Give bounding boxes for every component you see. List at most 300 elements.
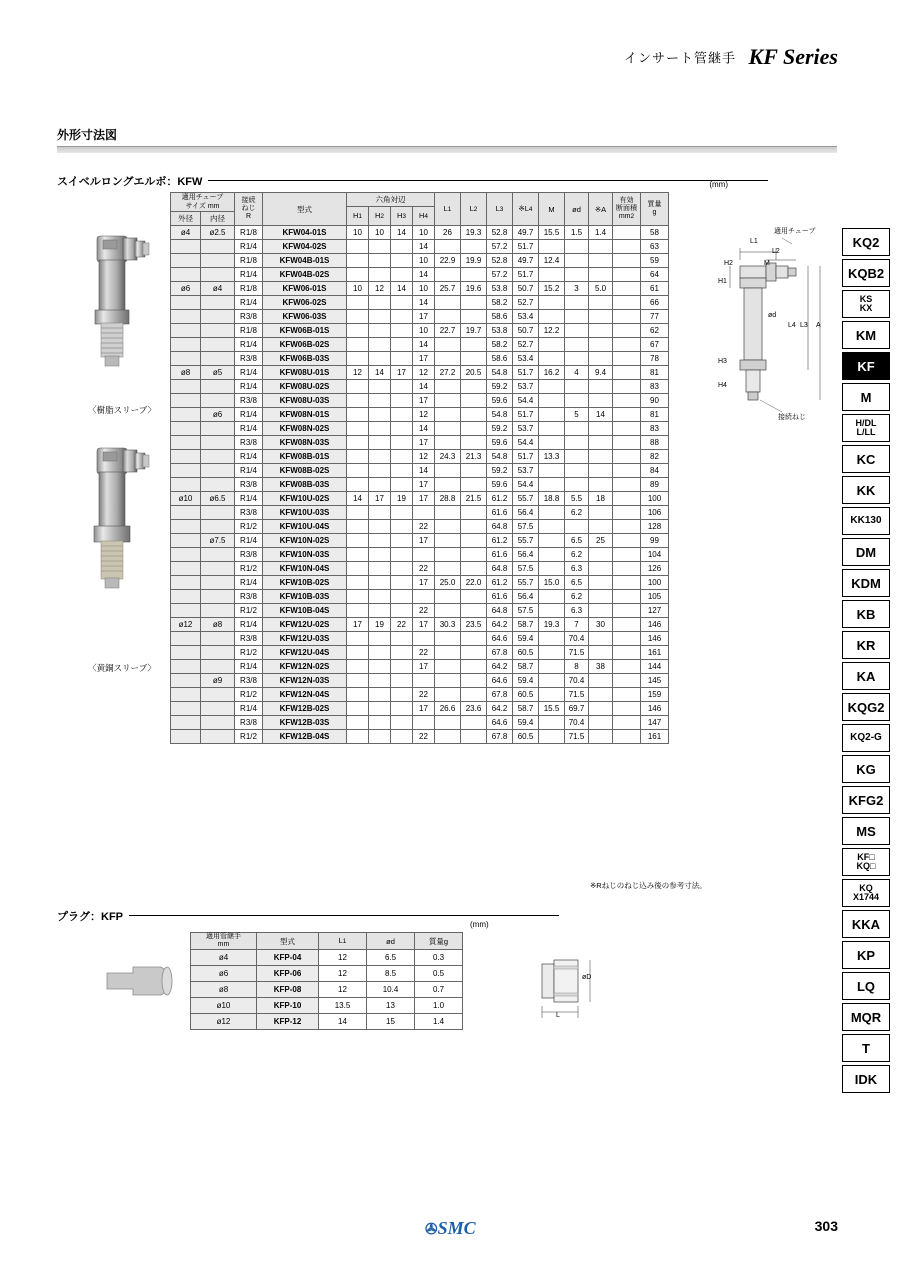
cell-h4: 10 xyxy=(413,282,435,296)
cell-h4: 22 xyxy=(413,562,435,576)
cell-l2 xyxy=(461,464,487,478)
th-h1: H1 xyxy=(347,207,369,226)
cell-a xyxy=(589,240,613,254)
cell-h2 xyxy=(369,464,391,478)
cell-model: KFW12N-03S xyxy=(263,674,347,688)
smc-logo-text: SMC xyxy=(437,1218,476,1238)
cell-model: KFW12U-04S xyxy=(263,646,347,660)
cell-h3: 14 xyxy=(391,226,413,240)
cell-h2 xyxy=(369,296,391,310)
series-index-label: T xyxy=(862,1040,870,1056)
cell-d: 8 xyxy=(565,660,589,674)
table-row xyxy=(171,716,669,730)
cell-h4: 14 xyxy=(413,380,435,394)
cell-h4: 22 xyxy=(413,520,435,534)
cell-h4 xyxy=(413,716,435,730)
table-row xyxy=(171,632,669,646)
cell-l2 xyxy=(461,534,487,548)
cell-h1 xyxy=(347,604,369,618)
cell-mass: 127 xyxy=(641,604,669,618)
cell-l4: 53.4 xyxy=(513,310,539,324)
cell-model: KFW08B-03S xyxy=(263,478,347,492)
cell-l1 xyxy=(435,394,461,408)
cell-model: KFW08N-03S xyxy=(263,436,347,450)
series-index-item-kfg2[interactable] xyxy=(842,786,890,814)
cell-a xyxy=(589,464,613,478)
cell-od: ø8 xyxy=(171,366,201,380)
photo-caption-brass: 〈黄銅スリーブ〉 xyxy=(88,663,156,673)
cell-area xyxy=(613,450,641,464)
cell-h1 xyxy=(347,240,369,254)
series-index-item-km[interactable] xyxy=(842,321,890,349)
cell-a xyxy=(589,310,613,324)
cell-model: KFW10B-02S xyxy=(263,576,347,590)
plug-drawing-label-l: L xyxy=(556,1012,560,1019)
cell-id xyxy=(201,478,235,492)
cell-m xyxy=(539,674,565,688)
cell-od xyxy=(171,604,201,618)
cell-l2: 21.3 xyxy=(461,450,487,464)
cell-thread: R1/4 xyxy=(235,296,263,310)
section-title-block xyxy=(57,126,837,153)
cell-area xyxy=(613,646,641,660)
cell-h1 xyxy=(347,338,369,352)
cell-mass: 58 xyxy=(641,226,669,240)
series-index-item-kc[interactable] xyxy=(842,445,890,473)
cell-h2: 14 xyxy=(369,366,391,380)
cell-l1 xyxy=(435,310,461,324)
cell-a xyxy=(589,394,613,408)
cell-a: 38 xyxy=(589,660,613,674)
cell-mass: 161 xyxy=(641,730,669,744)
cell-thread: R3/8 xyxy=(235,548,263,562)
series-index-item-lq[interactable] xyxy=(842,972,890,1000)
series-index-item-kka[interactable] xyxy=(842,910,890,938)
cell-mass: 66 xyxy=(641,296,669,310)
series-index-item-ms[interactable] xyxy=(842,817,890,845)
cell-h3 xyxy=(391,730,413,744)
cell-l1: 27.2 xyxy=(435,366,461,380)
cell-h3 xyxy=(391,380,413,394)
cell-mass: 161 xyxy=(641,646,669,660)
series-index-item-mqr[interactable] xyxy=(842,1003,890,1031)
table-row xyxy=(171,254,669,268)
cell-model: KFW06-01S xyxy=(263,282,347,296)
cell-a xyxy=(589,436,613,450)
cell-area xyxy=(613,254,641,268)
cell-model: KFW06B-02S xyxy=(263,338,347,352)
cell-l1 xyxy=(435,716,461,730)
cell-area xyxy=(613,660,641,674)
series-index-label: KG xyxy=(856,761,876,777)
cell-od xyxy=(171,450,201,464)
cell-id xyxy=(201,576,235,590)
cell-l2 xyxy=(461,730,487,744)
cell-h1: 10 xyxy=(347,282,369,296)
cell-od xyxy=(171,296,201,310)
series-index-item-kfkq[interactable] xyxy=(842,848,890,876)
cell-m: 15.5 xyxy=(539,702,565,716)
cell-h4: 12 xyxy=(413,450,435,464)
cell-h2 xyxy=(369,352,391,366)
cell-id: ø8 xyxy=(201,618,235,632)
cell-h2 xyxy=(369,506,391,520)
cell-thread: R3/8 xyxy=(235,632,263,646)
cell-area xyxy=(613,534,641,548)
cell-d xyxy=(565,268,589,282)
cell-l4: 54.4 xyxy=(513,436,539,450)
cell-l2 xyxy=(461,352,487,366)
series-index-sidebar[interactable] xyxy=(842,228,890,1096)
table-row xyxy=(171,702,669,716)
cell-d xyxy=(565,310,589,324)
cell-l4: 51.7 xyxy=(513,240,539,254)
cell-h3 xyxy=(391,310,413,324)
series-index-item-kk[interactable] xyxy=(842,476,890,504)
cell-h1 xyxy=(347,436,369,450)
series-index-item-m[interactable] xyxy=(842,383,890,411)
cell-d xyxy=(565,240,589,254)
cell-id xyxy=(201,464,235,478)
cell-l4: 50.7 xyxy=(513,324,539,338)
page-header xyxy=(624,44,838,70)
cell-area xyxy=(613,408,641,422)
plug-cell-model: KFP-08 xyxy=(257,982,319,998)
cell-m xyxy=(539,338,565,352)
cell-id xyxy=(201,604,235,618)
cell-l2: 20.5 xyxy=(461,366,487,380)
series-index-item-t[interactable] xyxy=(842,1034,890,1062)
cell-l4: 51.7 xyxy=(513,268,539,282)
cell-area xyxy=(613,282,641,296)
cell-l1 xyxy=(435,660,461,674)
cell-mass: 145 xyxy=(641,674,669,688)
cell-l3: 59.6 xyxy=(487,436,513,450)
cell-od xyxy=(171,674,201,688)
cell-l4: 58.7 xyxy=(513,660,539,674)
series-index-label: KDM xyxy=(851,575,881,591)
plug-table-row xyxy=(191,1014,463,1030)
cell-a xyxy=(589,646,613,660)
cell-od xyxy=(171,268,201,282)
cell-h4 xyxy=(413,674,435,688)
cell-l4: 55.7 xyxy=(513,492,539,506)
cell-area xyxy=(613,464,641,478)
cell-thread: R1/4 xyxy=(235,618,263,632)
series-index-label: IDK xyxy=(854,1071,878,1087)
cell-h1: 10 xyxy=(347,226,369,240)
cell-h3 xyxy=(391,450,413,464)
drawing-label-l2: L2 xyxy=(772,248,780,255)
cell-l3: 64.6 xyxy=(487,674,513,688)
cell-l4: 53.7 xyxy=(513,422,539,436)
table-row xyxy=(171,366,669,380)
series-index-label: KX xyxy=(859,303,873,313)
cell-l2: 19.9 xyxy=(461,254,487,268)
cell-id xyxy=(201,380,235,394)
th-l1: L1 xyxy=(435,193,461,226)
cell-h2 xyxy=(369,436,391,450)
cell-l4: 55.7 xyxy=(513,534,539,548)
cell-h3 xyxy=(391,646,413,660)
cell-model: KFW10N-03S xyxy=(263,548,347,562)
cell-m xyxy=(539,646,565,660)
cell-model: KFW10N-04S xyxy=(263,562,347,576)
cell-mass: 64 xyxy=(641,268,669,282)
cell-thread: R3/8 xyxy=(235,436,263,450)
series-index-label: KQB2 xyxy=(847,265,885,281)
cell-mass: 146 xyxy=(641,632,669,646)
table-row xyxy=(171,450,669,464)
cell-d xyxy=(565,394,589,408)
series-index-item-kk130[interactable] xyxy=(842,507,890,535)
cell-l1 xyxy=(435,520,461,534)
cell-d: 71.5 xyxy=(565,646,589,660)
plug-cell-l1: 12 xyxy=(319,950,367,966)
cell-area xyxy=(613,226,641,240)
cell-l4: 53.7 xyxy=(513,464,539,478)
cell-l4: 54.4 xyxy=(513,394,539,408)
drawing-label-tube: 適用チューブ xyxy=(774,228,816,235)
series-index-item-dm[interactable] xyxy=(842,538,890,566)
cell-l2: 19.3 xyxy=(461,226,487,240)
cell-area xyxy=(613,380,641,394)
cell-od: ø6 xyxy=(171,282,201,296)
cell-id xyxy=(201,506,235,520)
cell-l2: 22.0 xyxy=(461,576,487,590)
series-index-item-kq2[interactable] xyxy=(842,228,890,256)
series-index-item-idk[interactable] xyxy=(842,1065,890,1093)
drawing-label-h1: H1 xyxy=(718,278,727,285)
plug-cell-mass: 0.3 xyxy=(415,950,463,966)
cell-m xyxy=(539,464,565,478)
plug-table-row xyxy=(191,966,463,982)
cell-od: ø4 xyxy=(171,226,201,240)
cell-od xyxy=(171,506,201,520)
table-row xyxy=(171,660,669,674)
cell-h3 xyxy=(391,520,413,534)
table-row xyxy=(171,492,669,506)
cell-m xyxy=(539,548,565,562)
cell-area xyxy=(613,604,641,618)
cell-h1 xyxy=(347,380,369,394)
cell-h2 xyxy=(369,604,391,618)
cell-od xyxy=(171,716,201,730)
table-row xyxy=(171,394,669,408)
cell-od xyxy=(171,632,201,646)
cell-h3: 19 xyxy=(391,492,413,506)
cell-h1: 12 xyxy=(347,366,369,380)
cell-mass: 63 xyxy=(641,240,669,254)
kfw-dimension-table xyxy=(170,192,669,744)
cell-h4: 12 xyxy=(413,408,435,422)
cell-area xyxy=(613,338,641,352)
cell-l3: 64.2 xyxy=(487,618,513,632)
cell-l2 xyxy=(461,632,487,646)
series-index-item-kskx[interactable] xyxy=(842,290,890,318)
cell-h1 xyxy=(347,534,369,548)
cell-od xyxy=(171,380,201,394)
cell-od xyxy=(171,436,201,450)
cell-area xyxy=(613,394,641,408)
series-index-label: KF□ xyxy=(857,852,875,862)
section-title-bar xyxy=(57,146,837,153)
series-index-label: KA xyxy=(856,668,876,684)
cell-thread: R1/2 xyxy=(235,688,263,702)
cell-l2 xyxy=(461,688,487,702)
cell-m xyxy=(539,394,565,408)
cell-l2 xyxy=(461,604,487,618)
cell-od xyxy=(171,660,201,674)
series-index-label: MS xyxy=(856,823,876,839)
cell-h1 xyxy=(347,702,369,716)
table-row xyxy=(171,422,669,436)
cell-model: KFW12N-04S xyxy=(263,688,347,702)
series-index-label: L/LL xyxy=(856,427,876,437)
cell-thread: R1/2 xyxy=(235,562,263,576)
header-jp-title: インサート管継手 xyxy=(624,50,737,66)
table-row xyxy=(171,324,669,338)
cell-l4: 51.7 xyxy=(513,408,539,422)
cell-d xyxy=(565,436,589,450)
cell-mass: 67 xyxy=(641,338,669,352)
cell-model: KFW12U-02S xyxy=(263,618,347,632)
cell-l1: 24.3 xyxy=(435,450,461,464)
cell-l4: 59.4 xyxy=(513,674,539,688)
cell-h3 xyxy=(391,422,413,436)
series-index-label: KP xyxy=(856,947,876,963)
cell-l2: 23.6 xyxy=(461,702,487,716)
series-index-item-kr[interactable] xyxy=(842,631,890,659)
cell-h3 xyxy=(391,660,413,674)
series-index-item-kf[interactable] xyxy=(842,352,890,380)
cell-thread: R3/8 xyxy=(235,394,263,408)
cell-l4: 57.5 xyxy=(513,604,539,618)
cell-m: 18.8 xyxy=(539,492,565,506)
table-row xyxy=(171,674,669,688)
cell-h2 xyxy=(369,632,391,646)
series-index-item-hdllll[interactable] xyxy=(842,414,890,442)
series-index-item-kp[interactable] xyxy=(842,941,890,969)
cell-l4: 52.7 xyxy=(513,338,539,352)
cell-od xyxy=(171,310,201,324)
cell-m xyxy=(539,240,565,254)
cell-mass: 89 xyxy=(641,478,669,492)
cell-area xyxy=(613,702,641,716)
series-index-item-kb[interactable] xyxy=(842,600,890,628)
cell-l2 xyxy=(461,338,487,352)
cell-thread: R1/4 xyxy=(235,660,263,674)
section-title: 外形寸法図 xyxy=(57,128,118,142)
cell-a: 14 xyxy=(589,408,613,422)
cell-l2 xyxy=(461,394,487,408)
cell-mass: 82 xyxy=(641,450,669,464)
cell-l1: 26 xyxy=(435,226,461,240)
cell-model: KFW08N-01S xyxy=(263,408,347,422)
cell-l3: 59.2 xyxy=(487,380,513,394)
cell-h4 xyxy=(413,506,435,520)
series-index-label: DM xyxy=(855,544,877,560)
series-index-label: KR xyxy=(856,637,876,653)
cell-d xyxy=(565,338,589,352)
cell-od xyxy=(171,324,201,338)
table-row xyxy=(171,618,669,632)
cell-h3 xyxy=(391,548,413,562)
cell-model: KFW10U-04S xyxy=(263,520,347,534)
cell-l4: 56.4 xyxy=(513,548,539,562)
cell-id xyxy=(201,590,235,604)
cell-h2 xyxy=(369,534,391,548)
series-index-item-kqg2[interactable] xyxy=(842,693,890,721)
kfw-subtitle-text: スイベルロングエルボ：KFW xyxy=(57,176,203,188)
cell-h3 xyxy=(391,254,413,268)
photo-resin-sleeve xyxy=(75,228,185,393)
cell-h1 xyxy=(347,352,369,366)
series-index-item-kqb2[interactable] xyxy=(842,259,890,287)
cell-l1 xyxy=(435,380,461,394)
cell-h1: 14 xyxy=(347,492,369,506)
series-index-item-kdm[interactable] xyxy=(842,569,890,597)
cell-m xyxy=(539,310,565,324)
cell-a xyxy=(589,590,613,604)
cell-a xyxy=(589,632,613,646)
cell-h2 xyxy=(369,310,391,324)
table-row xyxy=(171,534,669,548)
cell-od xyxy=(171,422,201,436)
series-index-item-ka[interactable] xyxy=(842,662,890,690)
cell-m xyxy=(539,716,565,730)
cell-model: KFW12B-04S xyxy=(263,730,347,744)
cell-od xyxy=(171,646,201,660)
cell-h4: 17 xyxy=(413,478,435,492)
cell-model: KFW06-03S xyxy=(263,310,347,324)
cell-h1 xyxy=(347,422,369,436)
cell-model: KFW12B-03S xyxy=(263,716,347,730)
series-index-item-kg[interactable] xyxy=(842,755,890,783)
series-index-item-kq2g[interactable] xyxy=(842,724,890,752)
cell-thread: R1/4 xyxy=(235,240,263,254)
cell-a xyxy=(589,380,613,394)
cell-h2: 10 xyxy=(369,226,391,240)
series-index-item-kqx1744[interactable] xyxy=(842,879,890,907)
cell-l2 xyxy=(461,268,487,282)
cell-h4: 14 xyxy=(413,464,435,478)
cell-h4: 14 xyxy=(413,268,435,282)
cell-id: ø7.5 xyxy=(201,534,235,548)
cell-d: 6.5 xyxy=(565,534,589,548)
cell-l3: 58.2 xyxy=(487,296,513,310)
cell-od xyxy=(171,394,201,408)
cell-h1 xyxy=(347,562,369,576)
cell-l3: 54.8 xyxy=(487,450,513,464)
cell-l3: 58.6 xyxy=(487,310,513,324)
cell-id xyxy=(201,660,235,674)
cell-area xyxy=(613,310,641,324)
cell-h3 xyxy=(391,324,413,338)
cell-model: KFW06B-01S xyxy=(263,324,347,338)
cell-h2 xyxy=(369,730,391,744)
cell-m: 15.5 xyxy=(539,226,565,240)
plug-table-row xyxy=(191,982,463,998)
cell-l3: 54.8 xyxy=(487,366,513,380)
cell-l1 xyxy=(435,422,461,436)
table-row xyxy=(171,646,669,660)
cell-thread: R1/2 xyxy=(235,520,263,534)
cell-mass: 81 xyxy=(641,366,669,380)
cell-m xyxy=(539,520,565,534)
cell-model: KFW12B-02S xyxy=(263,702,347,716)
th-area: 有効 断面積 mm2 xyxy=(613,193,641,226)
